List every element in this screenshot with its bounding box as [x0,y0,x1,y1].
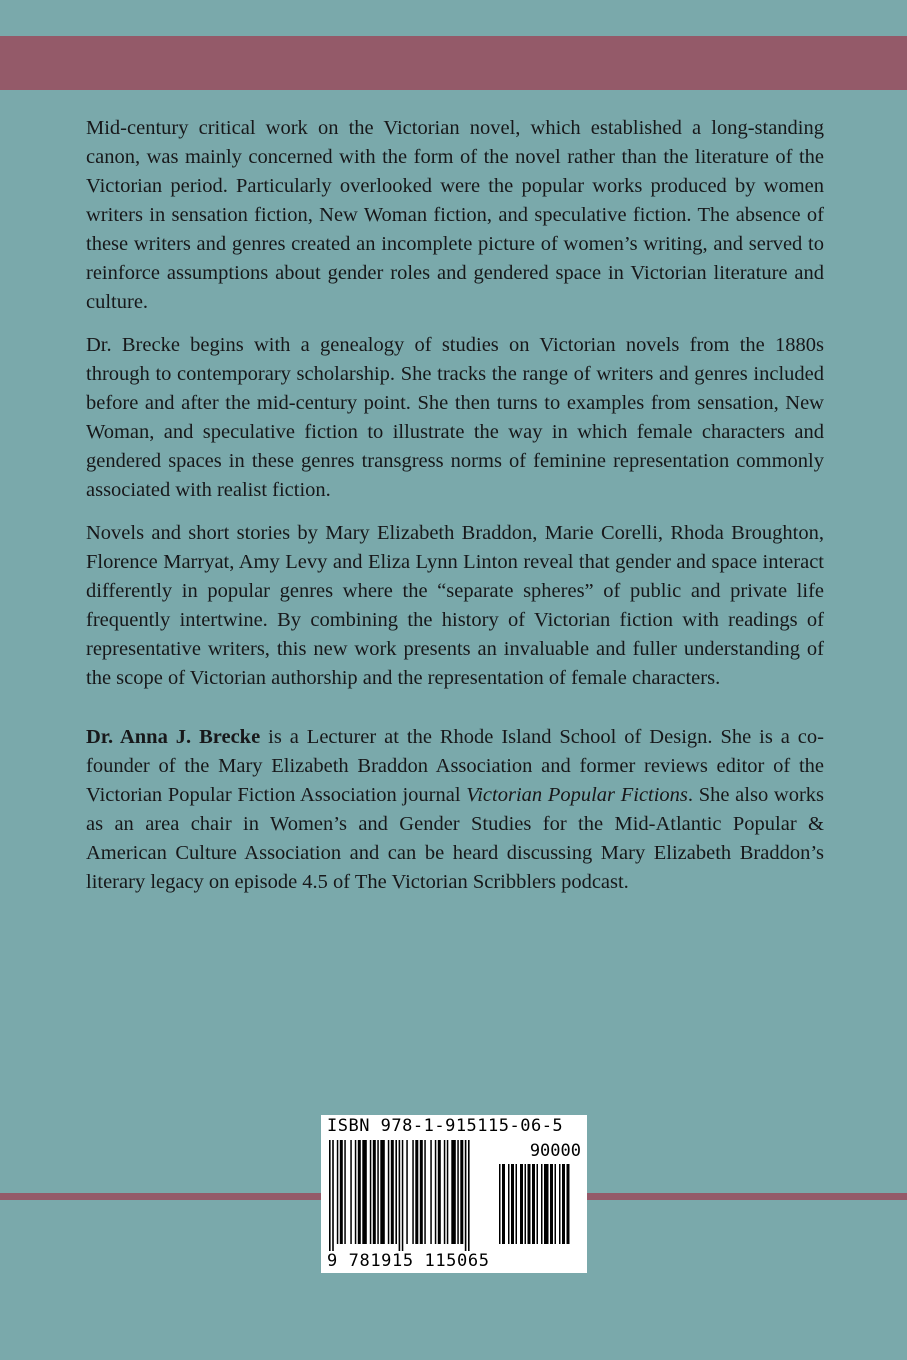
barcode-bar [395,1140,397,1244]
barcode-bar [465,1140,467,1256]
barcode-bar [468,1140,470,1256]
barcode-bar [350,1140,352,1244]
ean-digits: 9 781915 115065 [327,1251,490,1271]
barcode-bar [555,1164,557,1244]
barcode-bar [567,1164,570,1244]
barcode-bar [559,1164,561,1244]
author-name: Dr. Anna J. Brecke [86,726,261,748]
barcode-bar [457,1140,459,1244]
barcode-bar [511,1164,514,1244]
barcode-bar [528,1164,531,1244]
barcode-bar [444,1140,446,1244]
barcode-bar [420,1140,423,1244]
barcode-bar [502,1164,505,1244]
barcode-bar [399,1140,401,1256]
bio-text-1: is a Lecturer at the Rhode Island School of Design. She is a co-founder of the Mary Elizabeth Braddon Association and former reviews editor of the Victorian Popular Fiction Association journal [86,726,824,806]
blurb-paragraph-2: Dr. Brecke begins with a genealogy of studies on Victorian novels from the 1880s through to contemporary scholarship. She tracks the range of writers and genres included before and after the mid-century point. She then turns to examples from sensation, New Woman, and speculative fiction to illustrate the way in which female characters and gendered spaces in these genres transgress norms of feminine representation commonly associated with realist fiction. [86,334,824,501]
barcode-bar [499,1164,501,1244]
addon-bars [499,1164,581,1256]
barcode-bar [402,1140,404,1256]
author-bio [86,723,824,897]
barcode-bar [388,1140,390,1244]
isbn-barcode [321,1115,587,1273]
barcode-bar [329,1140,331,1256]
barcode-bar [344,1140,346,1244]
barcode-bar [380,1140,385,1244]
barcode-bar [550,1164,553,1244]
barcode-bar [340,1140,343,1244]
barcode-bar [508,1164,510,1244]
barcode-bar [424,1140,426,1244]
barcode-bar [532,1164,535,1244]
barcode-bar [415,1140,418,1244]
barcode-bar [537,1164,539,1244]
barcode-bar [447,1140,449,1244]
barcode-bar [406,1140,408,1244]
barcode-bar [332,1140,334,1256]
top-decorative-band [0,36,907,90]
barcode-bar [337,1140,339,1244]
bio-text-2: . She also works as an area chair in Women’s and Gender Studies for the Mid-Atlantic Popular & American Culture Association and can be heard discussing Mary Elizabeth Braddon’s literary legacy on episode 4.5 of The Victorian Scribblers podcast. [86,784,824,893]
barcode-bar [412,1140,414,1244]
barcode-bar [544,1164,549,1244]
blurb-paragraph-1: Mid-century critical work on the Victorian novel, which established a long-standing canon, was mainly concerned with the form of the novel rather than the literature of the Victorian period. Particularly overlooked were the popular works produced by women writers in sensation fiction, New Woman fiction, and speculative fiction. The absence of these writers and genres created an incomplete picture of women’s writing, and served to reinforce assumptions about gender roles and gendered space in Victorian literature and culture. [86,117,824,313]
barcode-bar [370,1140,372,1244]
barcode-bar [541,1164,543,1244]
barcode-bar [525,1164,527,1244]
barcode-bar [377,1140,379,1244]
journal-title: Victorian Popular Fictions [466,784,688,806]
barcode-bar [435,1140,437,1244]
barcode-bar [391,1140,394,1244]
blurb-paragraph-3: Novels and short stories by Mary Elizabeth Braddon, Marie Corelli, Rhoda Broughton, Florence Marryat, Amy Levy and Eliza Lynn Linton reveal that gender and space interact differently in popular genres where the “separate spheres” of public and private life frequently intertwine. By combining the history of Victorian fiction with readings of representative writers, this new work presents an invaluable and fuller understanding of the scope of Victorian authorship and the representation of female characters. [86,522,824,689]
isbn-label: ISBN 978-1-915115-06-5 [327,1116,564,1136]
barcode-bar [358,1140,361,1244]
barcode-bar [562,1164,565,1244]
barcode-bar [362,1140,367,1244]
barcode-bar [520,1164,523,1244]
back-cover-text [86,114,824,911]
barcode-bar [516,1164,518,1244]
barcode-bar [373,1140,376,1244]
barcode-bar [355,1140,357,1244]
price-code: 90000 [529,1141,581,1161]
ean-bars [329,1140,495,1256]
barcode-bar [460,1140,463,1244]
barcode-bar [451,1140,456,1244]
barcode-bar [438,1140,441,1244]
barcode-bar [430,1140,432,1244]
